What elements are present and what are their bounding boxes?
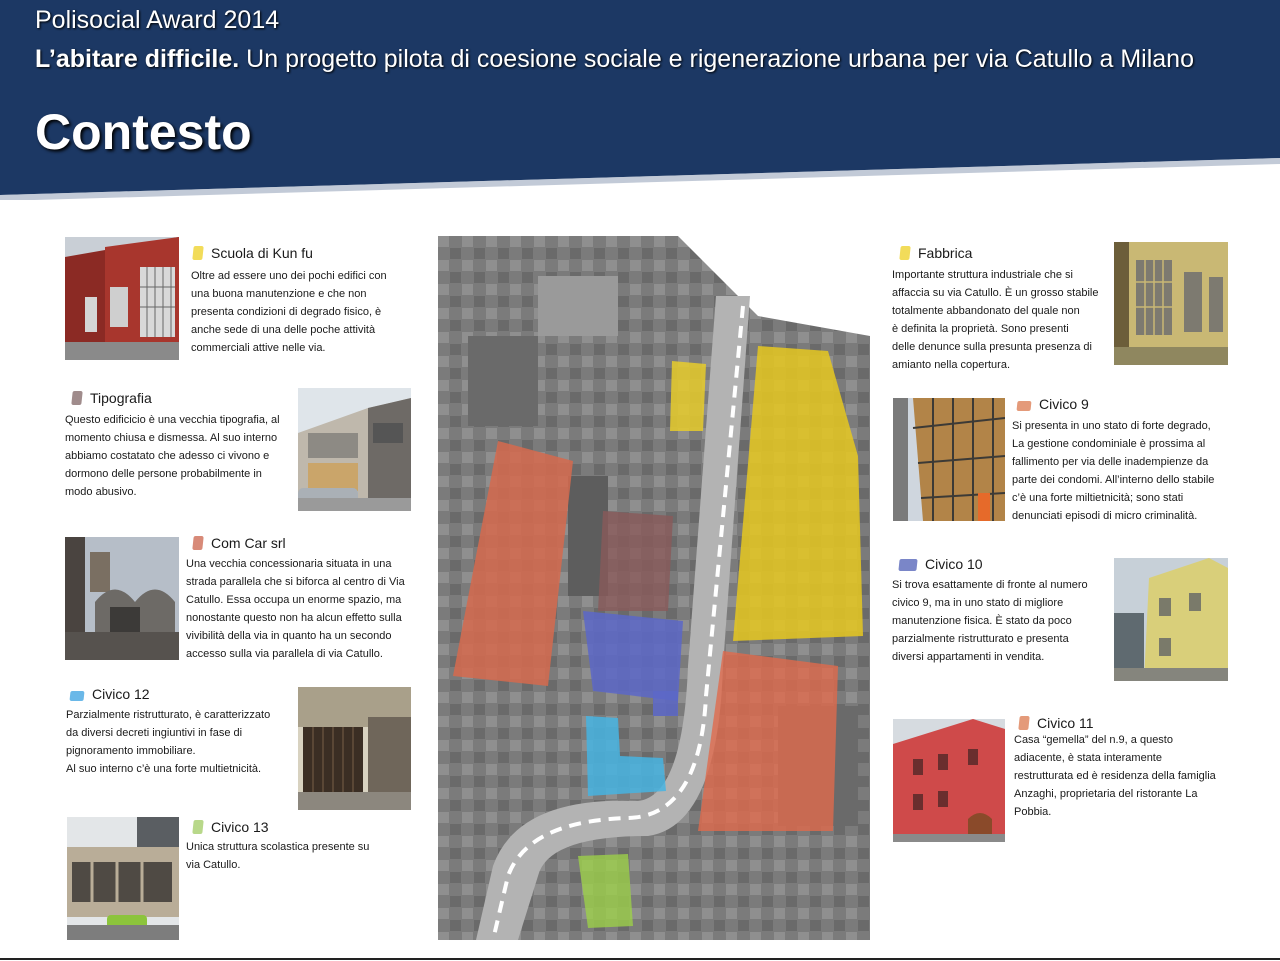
description-line: Casa “gemella” del n.9, a questo <box>1014 734 1173 746</box>
description-line: accesso sulla via parallela di via Catullo. <box>186 648 383 660</box>
description-line: commerciali attive nelle via. <box>191 342 326 354</box>
civico11-title: Civico 11 <box>1019 715 1094 731</box>
dealership-courtyard-photo <box>65 537 179 660</box>
description-line: Catullo. Essa occupa un enorme spazio, ma <box>186 594 402 606</box>
description-line: delle denunce sulla presunta presenza di <box>892 341 1092 353</box>
description-line: restrutturata ed è residenza della famiglia <box>1014 770 1216 782</box>
description-line: è definita la proprietà. Sono presenti <box>892 323 1069 335</box>
factory-windows-photo <box>1114 242 1228 365</box>
description-line: Al suo interno c’è una forte multietnicità. <box>66 763 262 775</box>
civico12-description <box>66 706 270 778</box>
description-line: totalmente abbandonato del quale non <box>892 305 1080 317</box>
tipografia-title: Tipografia <box>72 390 152 406</box>
kung-fu-description <box>191 267 387 357</box>
description-line: strada parallela che si biforca al centro di Via <box>186 576 405 588</box>
description-line: denunciati episodi di micro criminalità. <box>1012 510 1198 522</box>
purple-marker-icon <box>898 559 917 571</box>
description-line: dormono delle persone probabilmente in <box>65 468 262 480</box>
description-line: momento chiusa e dismessa. Al suo interno <box>65 432 278 444</box>
civico13-title: Civico 13 <box>193 819 269 835</box>
description-line: via Catullo. <box>186 859 241 871</box>
description-line: affaccia su via Catullo. È un grosso stabile <box>892 287 1099 299</box>
tipografia-description <box>65 411 280 501</box>
description-line: civico 9, ma in uno stato di migliore <box>892 597 1064 609</box>
subtitle-rest: Un progetto pilota di coesione sociale e rigenerazione urbana per via Catullo a Milano <box>239 45 1194 73</box>
description-line: fallimento per via delle inadempienze da <box>1012 456 1209 468</box>
description-line: abbiamo costatato che adesso ci vivono e <box>65 450 270 462</box>
comcar-title: Com Car srl <box>193 535 286 551</box>
civico10-title: Civico 10 <box>899 556 983 572</box>
yellow-building-photo <box>1114 558 1228 681</box>
description-line: Si trova esattamente di fronte al numero <box>892 579 1088 591</box>
yellow-marker-icon <box>192 246 203 260</box>
description-line: presenta condizioni di degrado fisico, è <box>191 306 382 318</box>
school-building-photo <box>67 817 179 940</box>
description-line: una buona manutenzione e che non <box>191 288 367 300</box>
page-title: Contesto <box>35 104 252 160</box>
fabbrica-title: Fabbrica <box>900 245 972 261</box>
description-line: Si presenta in uno stato di forte degrado, <box>1012 420 1211 432</box>
civico9-description <box>1012 417 1214 525</box>
description-line: adiacente, è stata interamente <box>1014 752 1162 764</box>
description-line: La gestione condominiale è prossima al <box>1012 438 1206 450</box>
civico13-description <box>186 838 369 874</box>
civico12-title: Civico 12 <box>70 686 150 702</box>
mauve-marker-icon <box>71 391 82 405</box>
orange-marker-icon <box>1016 401 1031 411</box>
subtitle-bold: L’abitare difficile. <box>35 45 240 73</box>
header-banner <box>0 0 1280 200</box>
yellow-marker-icon <box>899 246 910 260</box>
civico10-description <box>892 576 1088 666</box>
description-line: Importante struttura industriale che si <box>892 269 1073 281</box>
salmon-marker-icon <box>1018 716 1029 730</box>
gate-courtyard-photo <box>298 687 411 810</box>
scaffolded-building-photo <box>893 398 1005 521</box>
description-line: nonostante questo non ha alcun effetto sulla <box>186 612 402 624</box>
kung-fu-title: Scuola di Kun fu <box>193 245 313 261</box>
award-label: Polisocial Award 2014 <box>35 6 280 34</box>
aerial-map-image <box>438 236 870 940</box>
description-line: parte dei condomi. All’interno dello stabile <box>1012 474 1215 486</box>
description-line: Oltre ad essere uno dei pochi edifici con <box>191 270 387 282</box>
description-line: Pobbia. <box>1014 806 1052 818</box>
description-line: pignoramento immobiliare. <box>66 745 196 757</box>
description-line: Parzialmente ristrutturato, è caratterizzato <box>66 709 271 721</box>
salmon-marker-icon <box>192 536 203 550</box>
blue-marker-icon <box>69 691 84 701</box>
civico9-title: Civico 9 <box>1017 396 1089 412</box>
description-line: Unica struttura scolastica presente su <box>186 841 370 853</box>
fabbrica-description <box>892 266 1098 374</box>
description-line: amianto nella copertura. <box>892 359 1011 371</box>
description-line: anche sede di una delle poche attività <box>191 324 376 336</box>
description-line: Questo edificicio è una vecchia tipografia, al <box>65 414 280 426</box>
civico11-description <box>1014 731 1216 821</box>
red-brick-building-photo <box>65 237 179 360</box>
description-line: Anzaghi, proprietaria del ristorante La <box>1014 788 1198 800</box>
comcar-description <box>186 555 405 663</box>
description-line: c’è una forte miltietnicità; sono stati <box>1012 492 1184 504</box>
description-line: diversi appartamenti in vendita. <box>892 651 1045 663</box>
description-line: da diversi decreti ingiuntivi in fase di <box>66 727 243 739</box>
description-line: Una vecchia concessionaria situata in una <box>186 558 392 570</box>
project-subtitle <box>35 45 1194 74</box>
description-line: vivibilità della via in quanto ha un secondo <box>186 630 392 642</box>
description-line: parzialmente ristrutturato e presenta <box>892 633 1069 645</box>
description-line: manutenzione fisica. È stato da poco <box>892 615 1072 627</box>
printing-house-photo <box>298 388 411 511</box>
description-line: modo abusivo. <box>65 486 137 498</box>
red-house-photo <box>893 719 1005 842</box>
green-marker-icon <box>192 820 203 834</box>
bottom-divider <box>0 958 1280 960</box>
